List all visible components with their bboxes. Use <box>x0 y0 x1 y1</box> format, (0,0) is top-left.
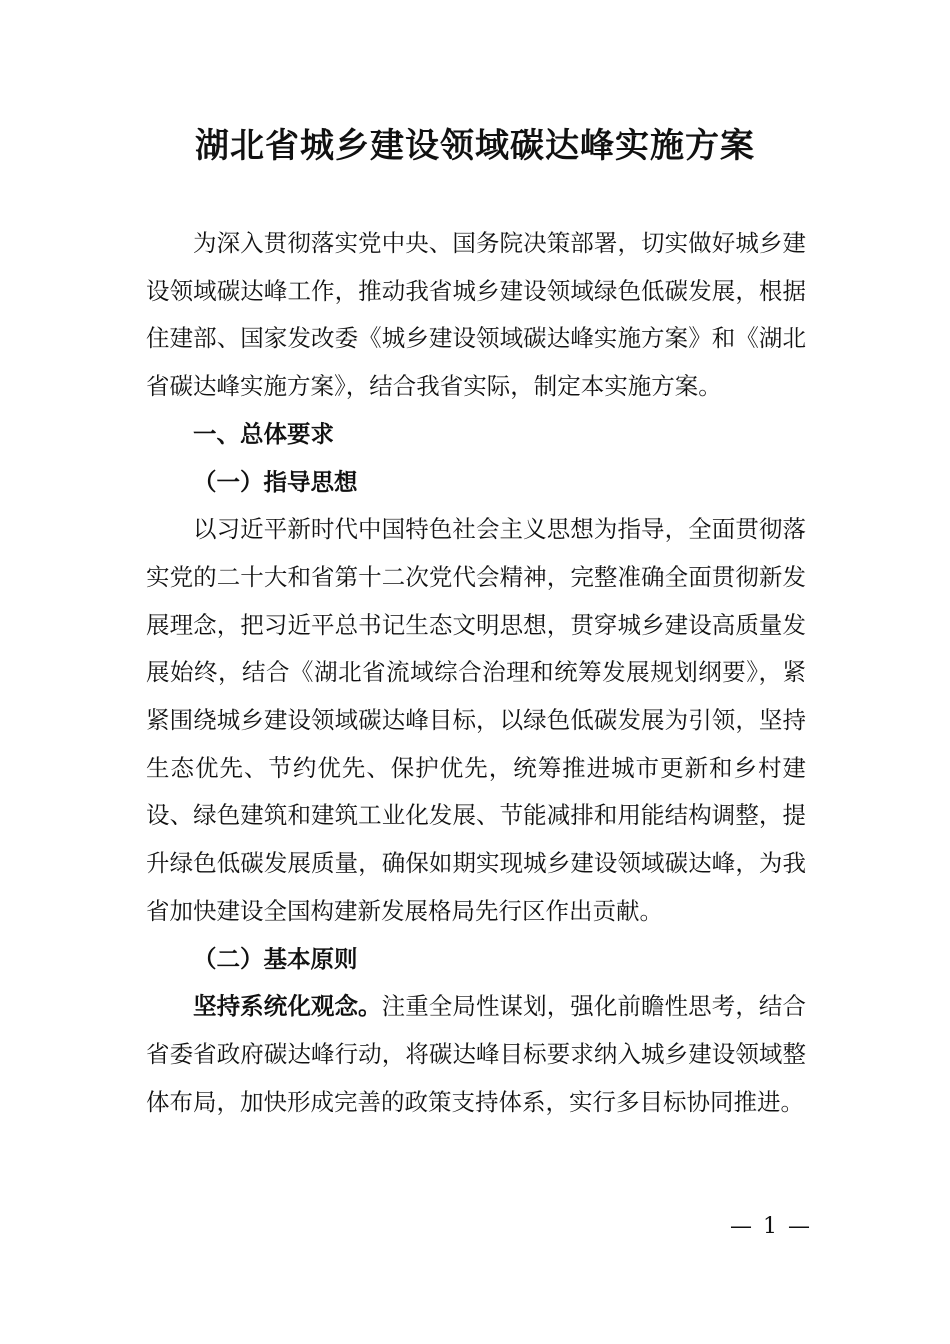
subsection-heading-guiding-ideology: （一）指导思想 <box>193 467 358 496</box>
section-heading-general-requirements: 一、总体要求 <box>193 419 334 448</box>
page-number: — 1 — <box>730 1214 812 1239</box>
principle-paragraph <box>146 983 806 1126</box>
guiding-ideology-paragraph: 以习近平新时代中国特色社会主义思想为指导，全面贯彻落实党的二十大和省第十二次党代会精神，完整准确全面贯彻新发展理念，把习近平总书记生态文明思想，贯穿城乡建设高质量发展始终，结合《湖北省流域综合治理和统筹发展规划纲要》，紧紧围绕城乡建设领域碳达峰目标，以绿色低碳发展为引领，坚持生态优先、节约优先、保护优先，统筹推进城市更新和乡村建设、绿色建筑和建筑工业化发展、节能减排和用能结构调整，提升绿色低碳发展质量，确保如期实现城乡建设领域碳达峰，为我省加快建设全国构建新发展格局先行区作出贡献。 <box>146 515 806 925</box>
intro-paragraph: 为深入贯彻落实党中央、国务院决策部署，切实做好城乡建设领域碳达峰工作，推动我省城乡建设领域绿色低碳发展，根据住建部、国家发改委《城乡建设领域碳达峰实施方案》和《湖北省碳达峰实施方案》，结合我省实际，制定本实施方案。 <box>146 229 806 401</box>
subsection-heading-basic-principles: （二）基本原则 <box>193 944 358 973</box>
principle-lead: 坚持系统化观念。 <box>193 992 382 1021</box>
document-body <box>146 220 806 1126</box>
principle-text: 注重全局性谋划，强化前瞻性思考，结合省委省政府碳达峰行动，将碳达峰目标要求纳入城乡建设领域整体布局，加快形成完善的政策支持体系，实行多目标协同推进。 <box>146 992 807 1116</box>
document-title: 湖北省城乡建设领域碳达峰实施方案 <box>195 126 755 166</box>
